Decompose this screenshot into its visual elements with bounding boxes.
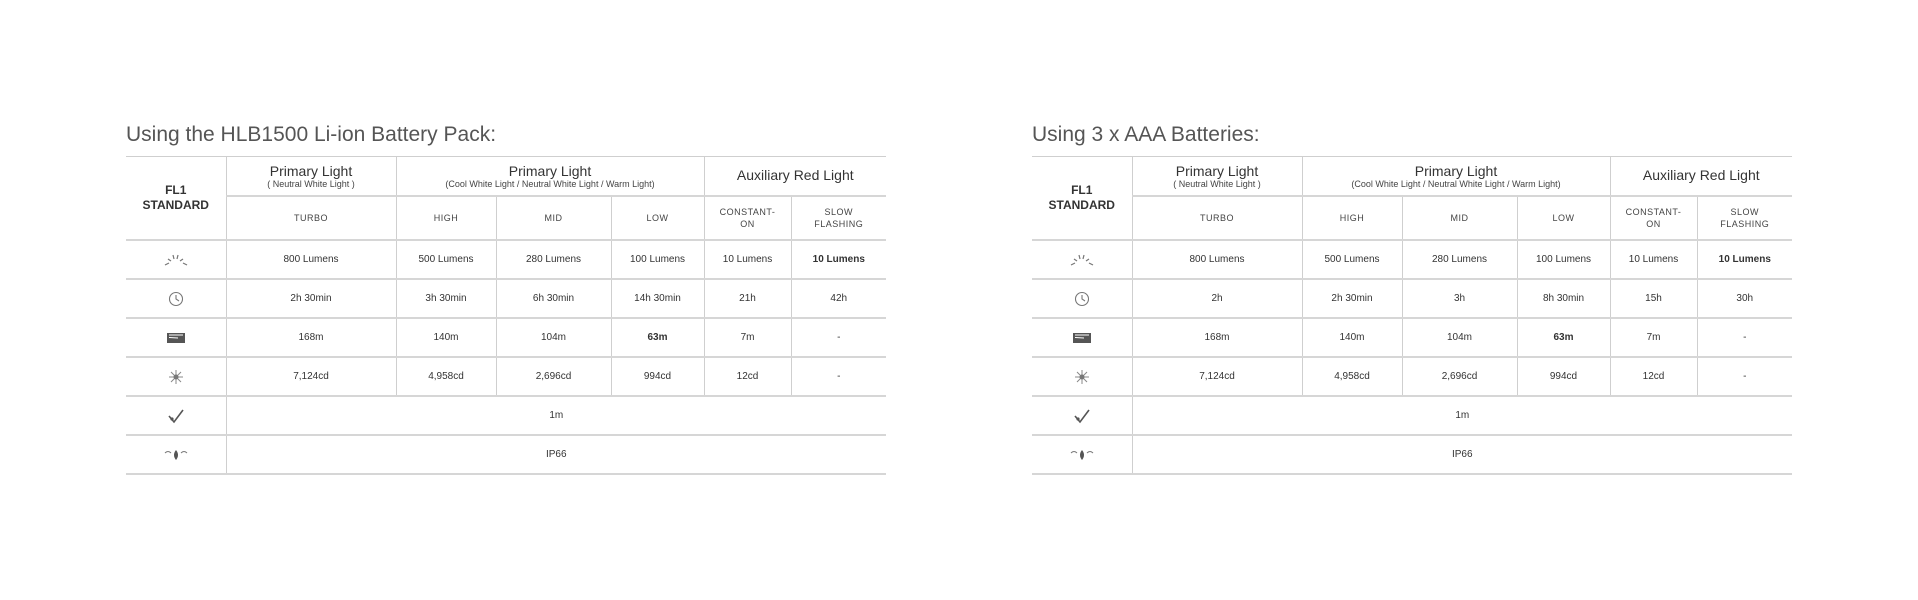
impact-resistance-icon xyxy=(1032,396,1132,435)
row-peak-intensity: 7,124cd 4,958cd 2,696cd 994cd 12cd - xyxy=(126,357,886,396)
group-aux-red: Auxiliary Red Light xyxy=(704,157,886,197)
row-impact-resistance: 1m xyxy=(1032,396,1792,435)
corner-header: FL1 STANDARD xyxy=(1032,157,1132,241)
runtime-clock-icon xyxy=(126,279,226,318)
row-impact-resistance: 1m xyxy=(126,396,886,435)
water-resistance-icon xyxy=(1032,435,1132,474)
mode-slow-flashing: SLOW FLASHING xyxy=(791,196,886,240)
group-primary-neutral: Primary Light ( Neutral White Light ) xyxy=(226,157,396,197)
mode-high: HIGH xyxy=(396,196,496,240)
panel-li-ion xyxy=(126,122,886,475)
row-peak-intensity: 7,124cd 4,958cd 2,696cd 994cd 12cd - xyxy=(1032,357,1792,396)
corner-header: FL1 STANDARD xyxy=(126,157,226,241)
group-primary-multi: Primary Light (Cool White Light / Neutral White Light / Warm Light) xyxy=(1302,157,1610,197)
water-resistance-icon xyxy=(126,435,226,474)
mode-slow-flashing: SLOW FLASHING xyxy=(1697,196,1792,240)
group-primary-multi: Primary Light (Cool White Light / Neutral White Light / Warm Light) xyxy=(396,157,704,197)
row-water-resistance: IP66 xyxy=(1032,435,1792,474)
mode-constant-on: CONSTANT- ON xyxy=(1610,196,1697,240)
row-light-output: 800 Lumens 500 Lumens 280 Lumens 100 Lumens 10 Lumens 10 Lumens xyxy=(126,240,886,279)
mode-mid: MID xyxy=(496,196,611,240)
mode-high: HIGH xyxy=(1302,196,1402,240)
row-water-resistance: IP66 xyxy=(126,435,886,474)
panel-aaa xyxy=(1032,122,1792,475)
runtime-clock-icon xyxy=(1032,279,1132,318)
impact-resistance-icon xyxy=(126,396,226,435)
light-output-icon xyxy=(1032,240,1132,279)
beam-distance-icon xyxy=(1032,318,1132,357)
beam-distance-icon xyxy=(126,318,226,357)
row-beam-distance: 168m 140m 104m 63m 7m - xyxy=(1032,318,1792,357)
mode-mid: MID xyxy=(1402,196,1517,240)
mode-turbo: TURBO xyxy=(226,196,396,240)
panel-title: Using 3 x AAA Batteries: xyxy=(1032,123,1260,146)
spec-table xyxy=(1032,156,1792,475)
row-runtime: 2h 2h 30min 3h 8h 30min 15h 30h xyxy=(1032,279,1792,318)
group-aux-red: Auxiliary Red Light xyxy=(1610,157,1792,197)
spec-table xyxy=(126,156,886,475)
peak-intensity-icon xyxy=(1032,357,1132,396)
panel-title: Using the HLB1500 Li-ion Battery Pack: xyxy=(126,123,497,146)
group-primary-neutral: Primary Light ( Neutral White Light ) xyxy=(1132,157,1302,197)
mode-low: LOW xyxy=(611,196,704,240)
light-output-icon xyxy=(126,240,226,279)
row-runtime: 2h 30min 3h 30min 6h 30min 14h 30min 21h 42h xyxy=(126,279,886,318)
mode-low: LOW xyxy=(1517,196,1610,240)
mode-constant-on: CONSTANT- ON xyxy=(704,196,791,240)
mode-turbo: TURBO xyxy=(1132,196,1302,240)
peak-intensity-icon xyxy=(126,357,226,396)
row-beam-distance: 168m 140m 104m 63m 7m - xyxy=(126,318,886,357)
row-light-output: 800 Lumens 500 Lumens 280 Lumens 100 Lumens 10 Lumens 10 Lumens xyxy=(1032,240,1792,279)
